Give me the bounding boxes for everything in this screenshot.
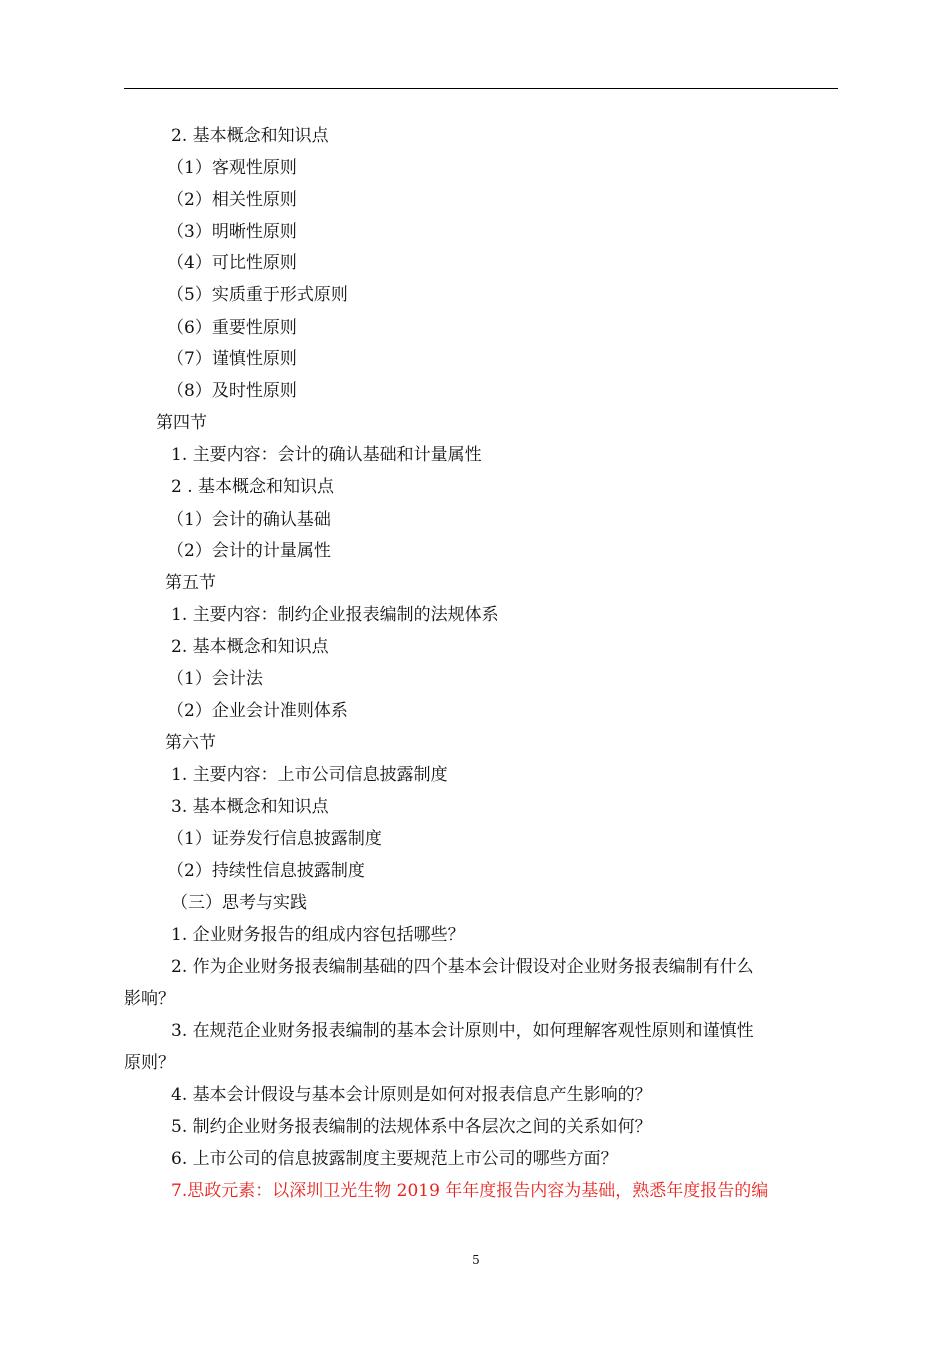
- question-line: 3. 在规范企业财务报表编制的基本会计原则中，如何理解客观性原则和谨慎性: [171, 1021, 754, 1041]
- question-line: 2. 作为企业财务报表编制基础的四个基本会计假设对企业财务报表编制有什么: [171, 957, 754, 977]
- question-line: 5. 制约企业财务报表编制的法规体系中各层次之间的关系如何？: [171, 1117, 652, 1137]
- text-line: （7）谨慎性原则: [167, 349, 297, 369]
- text-line: （2）会计的计量属性: [167, 541, 331, 561]
- section-heading: （三）思考与实践: [171, 893, 307, 913]
- text-line: （6）重要性原则: [167, 318, 297, 338]
- text-line: 2. 基本概念和知识点: [171, 126, 329, 146]
- text-line: 1. 主要内容：制约企业报表编制的法规体系: [171, 605, 499, 625]
- text-line: 2 . 基本概念和知识点: [171, 477, 335, 497]
- text-line: 1. 主要内容：上市公司信息披露制度: [171, 765, 448, 785]
- text-line: （1）会计的确认基础: [167, 510, 331, 530]
- text-line: 3. 基本概念和知识点: [171, 797, 329, 817]
- section-heading: 第四节: [156, 413, 207, 433]
- text-line: （1）证券发行信息披露制度: [167, 829, 382, 849]
- text-line: （5）实质重于形式原则: [167, 285, 348, 305]
- ideology-element-line: 7.思政元素：以深圳卫光生物 2019 年年度报告内容为基础，熟悉年度报告的编: [171, 1181, 769, 1201]
- text-line: 1. 主要内容：会计的确认基础和计量属性: [171, 445, 482, 465]
- text-line: 2. 基本概念和知识点: [171, 637, 329, 657]
- text-line: （2）持续性信息披露制度: [167, 861, 365, 881]
- question-line: 影响？: [124, 989, 175, 1009]
- question-line: 6. 上市公司的信息披露制度主要规范上市公司的哪些方面？: [171, 1149, 618, 1169]
- text-line: （4）可比性原则: [167, 253, 297, 273]
- text-line: （8）及时性原则: [167, 381, 297, 401]
- section-heading: 第六节: [165, 733, 216, 753]
- text-line: （2）相关性原则: [167, 190, 297, 210]
- question-line: 1. 企业财务报告的组成内容包括哪些？: [171, 925, 465, 945]
- section-heading: 第五节: [165, 573, 216, 593]
- text-line: （1）客观性原则: [167, 158, 297, 178]
- question-line: 原则？: [124, 1053, 175, 1073]
- text-line: （2）企业会计准则体系: [167, 701, 348, 721]
- header-rule: [124, 88, 838, 89]
- page-number: 5: [472, 1253, 480, 1267]
- question-line: 4. 基本会计假设与基本会计原则是如何对报表信息产生影响的？: [171, 1085, 652, 1105]
- text-line: （1）会计法: [167, 669, 263, 689]
- text-line: （3）明晰性原则: [167, 222, 297, 242]
